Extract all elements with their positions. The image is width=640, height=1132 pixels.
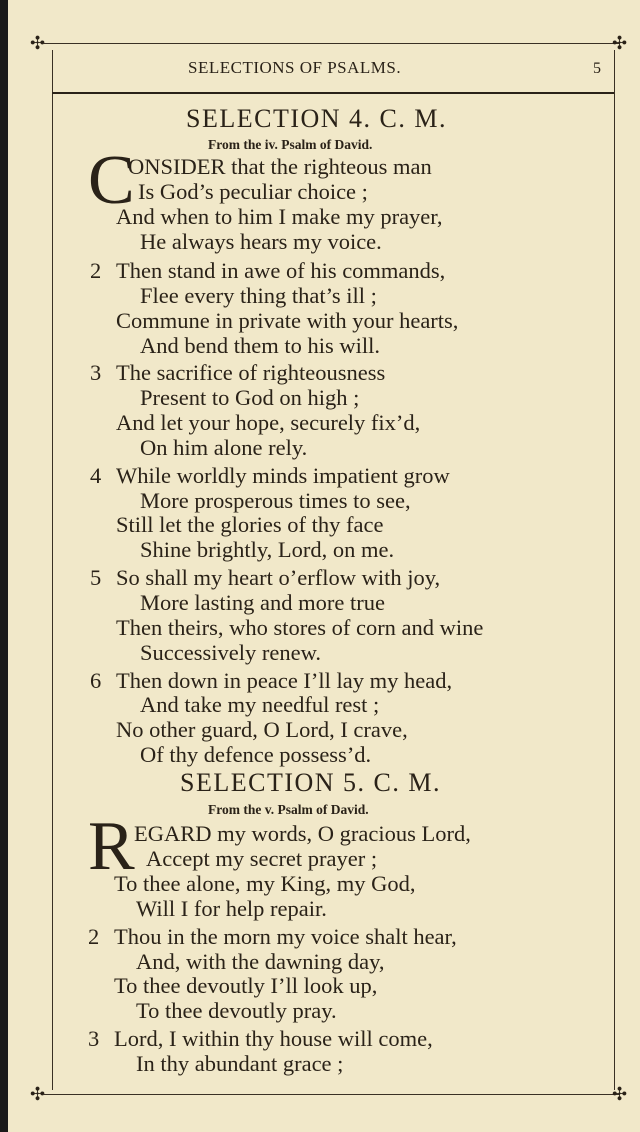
header-rule	[52, 92, 614, 94]
verse-line: Lord, I within thy house will come,	[114, 1026, 433, 1051]
selection-subtitle: From the iv. Psalm of David.	[208, 137, 373, 152]
verse-line: And let your hope, securely fix’d,	[116, 410, 421, 435]
selection-subtitle: From the v. Psalm of David.	[208, 802, 369, 817]
verse-line: More prosperous times to see,	[140, 488, 411, 513]
verse-line: So shall my heart o’erflow with joy,	[116, 565, 441, 590]
book-spine	[0, 0, 8, 1132]
corner-ornament-icon: ✣	[30, 1084, 46, 1104]
verse-line: ONSIDER that the righteous man	[128, 154, 432, 179]
verse-line: Will I for help repair.	[136, 896, 327, 921]
verse-line: Successively renew.	[140, 640, 321, 665]
verse-line: To thee alone, my King, my God,	[114, 871, 416, 896]
drop-cap: C	[88, 142, 135, 219]
verse-line: He always hears my voice.	[140, 229, 382, 254]
corner-ornament-icon: ✣	[612, 1084, 628, 1104]
verse-line: Then down in peace I’ll lay my head,	[116, 668, 453, 693]
verse-line: Accept my secret prayer ;	[146, 846, 378, 871]
verse-line: Of thy defence possess’d.	[140, 742, 372, 767]
verse-line: In thy abundant grace ;	[136, 1051, 344, 1076]
verse-line: Commune in private with your hearts,	[116, 308, 459, 333]
verse-line: Thou in the morn my voice shalt hear,	[114, 924, 457, 949]
bottom-border-rule	[44, 1094, 620, 1095]
verse-line: Present to God on high ;	[140, 385, 360, 410]
drop-cap: R	[88, 808, 135, 885]
stanza-number: 6	[90, 668, 102, 693]
verse-line: No other guard, O Lord, I crave,	[116, 717, 408, 742]
verse-line: While worldly minds impatient grow	[116, 463, 450, 488]
verse-line: More lasting and more true	[140, 590, 385, 615]
verse-line: And when to him I make my prayer,	[116, 204, 443, 229]
running-header: SELECTIONS OF PSALMS.	[188, 58, 402, 77]
stanza-number: 5	[90, 565, 102, 590]
verse-line: Still let the glories of thy face	[116, 512, 384, 537]
selection-title: SELECTION 4. C. M.	[186, 104, 447, 133]
verse-line: Shine brightly, Lord, on me.	[140, 537, 395, 562]
verse-line: The sacrifice of righteousness	[116, 360, 386, 385]
verse-line: To thee devoutly pray.	[136, 998, 337, 1023]
verse-line: And, with the dawning day,	[136, 949, 385, 974]
verse-line: EGARD my words, O gracious Lord,	[134, 821, 471, 846]
verse-line: And bend them to his will.	[140, 333, 380, 358]
stanza-number: 3	[90, 360, 102, 385]
corner-ornament-icon: ✣	[612, 33, 628, 53]
stanza-number: 3	[88, 1026, 100, 1051]
verse-line: On him alone rely.	[140, 435, 308, 460]
top-border-rule	[44, 43, 620, 44]
verse-line: Is God’s peculiar choice ;	[138, 179, 368, 204]
right-border-rule	[614, 50, 615, 1090]
verse-line: To thee devoutly I’ll look up,	[114, 973, 378, 998]
page-number: 5	[593, 60, 601, 77]
left-border-rule	[52, 50, 53, 1090]
stanza-number: 2	[90, 258, 102, 283]
verse-line: Then stand in awe of his commands,	[116, 258, 446, 283]
verse-line: Flee every thing that’s ill ;	[140, 283, 377, 308]
corner-ornament-icon: ✣	[30, 33, 46, 53]
stanza-number: 2	[88, 924, 100, 949]
verse-line: Then theirs, who stores of corn and wine	[116, 615, 484, 640]
selection-title: SELECTION 5. C. M.	[180, 768, 441, 797]
verse-line: And take my needful rest ;	[140, 692, 380, 717]
stanza-number: 4	[90, 463, 102, 488]
